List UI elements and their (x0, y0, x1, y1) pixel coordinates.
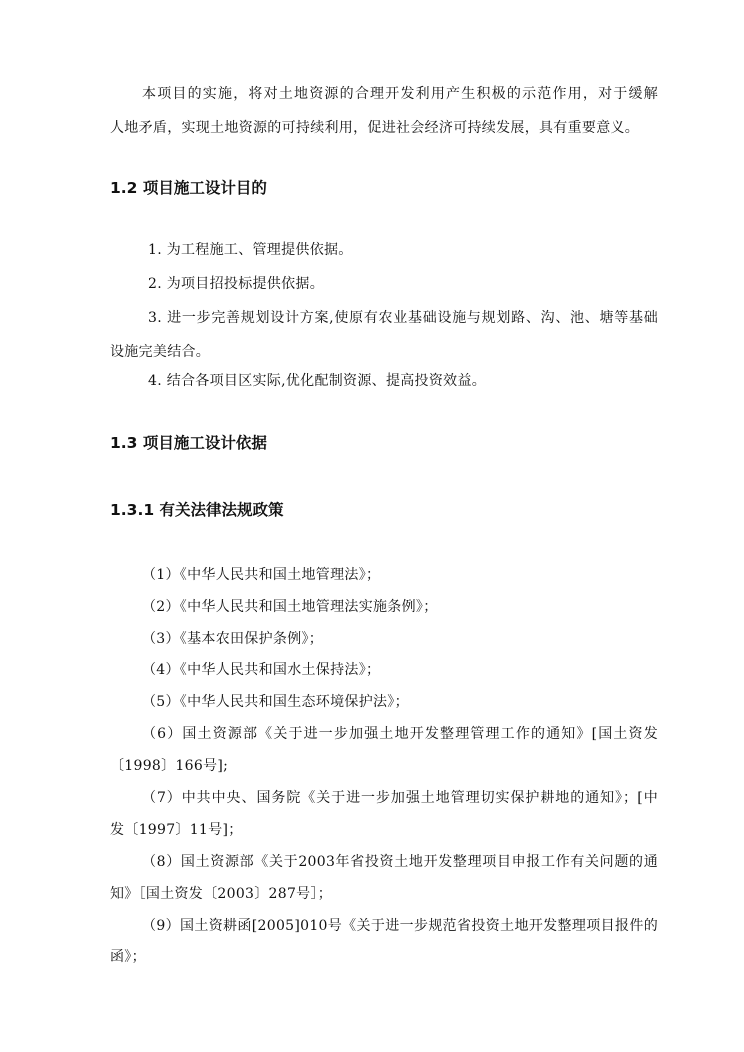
law-item: （4）《中华人民共和国水土保持法》； (142, 662, 381, 678)
law-item: （6）国土资源部《关于进一步加强土地开发整理管理工作的通知》[国土资发 (142, 726, 658, 742)
law-item-continuation: 知》［国土资发〔2003〕287号］； (110, 886, 333, 902)
intro-paragraph-line-1: 本项目的实施，将对土地资源的合理开发利用产生积极的示范作用，对于缓解 (142, 86, 658, 102)
law-item: （3）《基本农田保护条例》； (142, 631, 324, 647)
law-item: （5）《中华人民共和国生态环境保护法》； (142, 694, 409, 710)
law-item-continuation: 函》； (110, 949, 146, 965)
intro-paragraph-line-2: 人地矛盾，实现土地资源的可持续利用，促进社会经济可持续发展，具有重要意义。 (110, 120, 640, 136)
list-item: 1. 为工程施工、管理提供依据。 (148, 242, 353, 258)
law-item-continuation: 发〔1997〕11号]； (110, 822, 243, 838)
law-item: （2）《中华人民共和国土地管理法实施条例》； (142, 599, 438, 615)
section-1-3-heading: 1.3 项目施工设计依据 (110, 434, 267, 452)
law-item: （9）国土资耕函[2005]010号《关于进一步规范省投资土地开发整理项目报件的 (142, 918, 658, 934)
law-item: （1）《中华人民共和国土地管理法》； (142, 567, 381, 583)
section-1-2-heading: 1.2 项目施工设计目的 (110, 179, 267, 197)
law-item-continuation: 〔1998〕166号]; (110, 758, 229, 774)
list-item: 3. 进一步完善规划设计方案,使原有农业基础设施与规划路、沟、池、塘等基础 (148, 310, 658, 326)
law-item: （7）中共中央、国务院《关于进一步加强土地管理切实保护耕地的通知》；[中 (142, 790, 658, 806)
section-1-3-1-heading: 1.3.1 有关法律法规政策 (110, 501, 284, 519)
list-item: 4. 结合各项目区实际,优化配制资源、提高投资效益。 (148, 373, 487, 389)
list-item-continuation: 设施完美结合。 (110, 344, 211, 360)
list-item: 2. 为项目招投标提供依据。 (148, 276, 325, 292)
law-item: （8）国土资源部《关于2003年省投资土地开发整理项目申报工作有关问题的通 (142, 854, 658, 870)
